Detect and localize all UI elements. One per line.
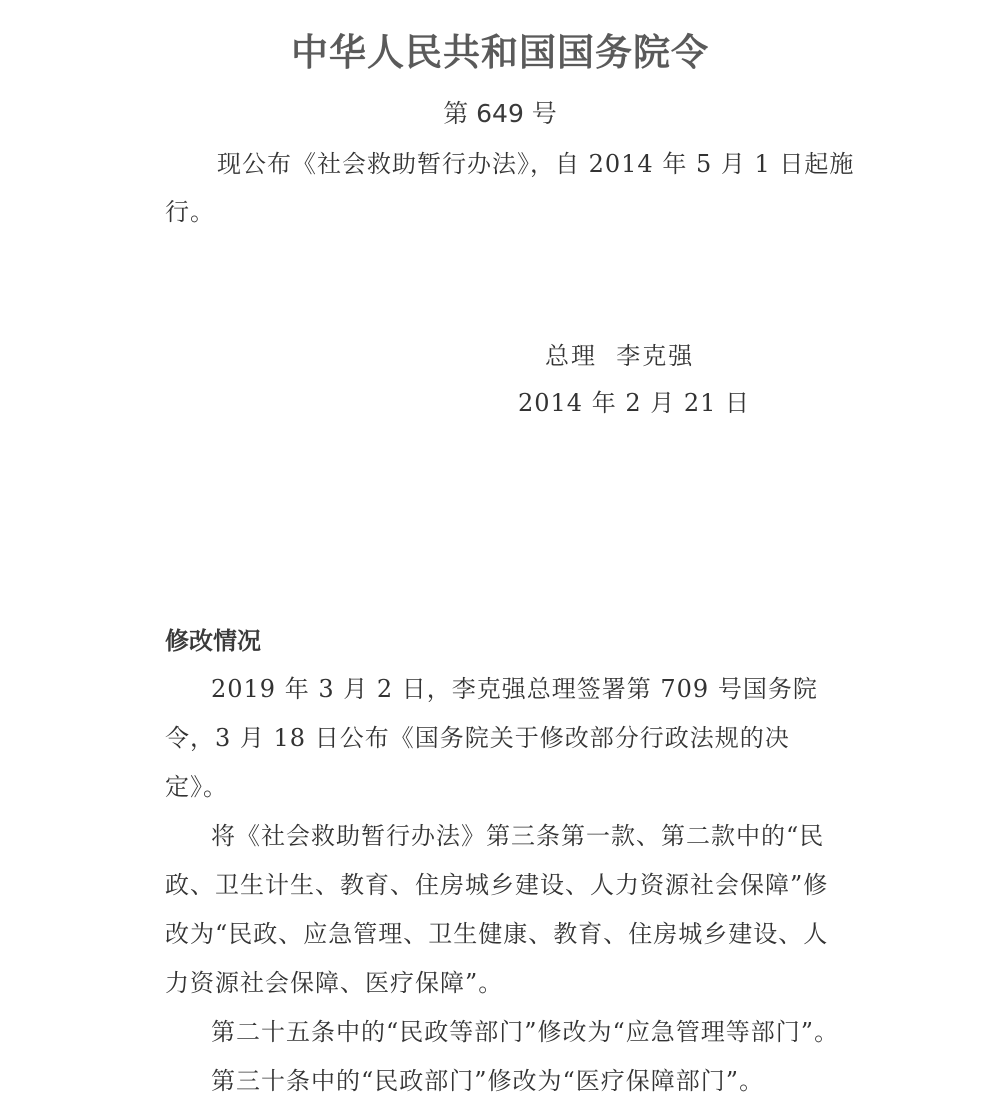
document-title: 中华人民共和国国务院令 xyxy=(291,31,709,74)
signatory: 总理 李克强 xyxy=(545,342,695,370)
amendment-heading: 修改情况 xyxy=(165,627,261,655)
amendment-paragraph: 2019 年 3 月 2 日，李克强总理签署第 709 号国务院令，3 月 18 日公布《国务院关于修改部分行政法规的决定》。 xyxy=(165,675,818,801)
order-number: 第 649 号 xyxy=(443,99,557,128)
promulgation-text: 现公布《社会救助暂行办法》，自 2014 年 5 月 1 日起施行。 xyxy=(165,150,855,226)
amendment-paragraph: 第二十五条中的“民政等部门”修改为“应急管理等部门”。 xyxy=(211,1018,840,1046)
amendment-body xyxy=(165,665,840,1106)
amendment-paragraph: 第三十条中的“民政部门”修改为“医疗保障部门”。 xyxy=(211,1067,765,1095)
amendment-paragraph: 将《社会救助暂行办法》第三条第一款、第二款中的“民政、卫生计生、教育、住房城乡建设、人力资源社会保障”修改为“民政、应急管理、卫生健康、教育、住房城乡建设、人力资源社会保障、医疗保障”。 xyxy=(165,822,829,997)
sign-date: 2014 年 2 月 21 日 xyxy=(518,389,751,417)
